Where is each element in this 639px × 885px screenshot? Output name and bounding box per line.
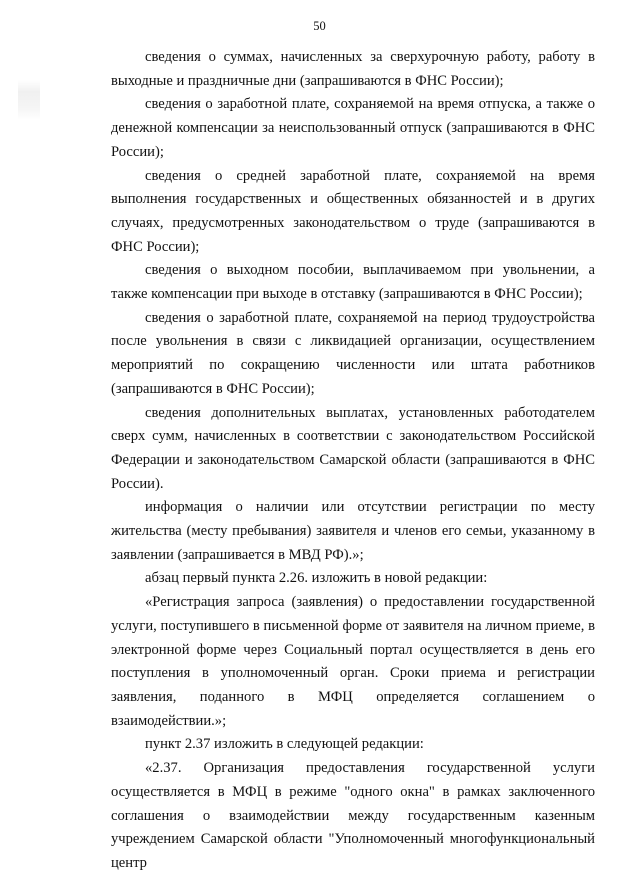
paragraph-registration-info: информация о наличии или отсутствии регистрации по месту жительства (месту пребывания) заявителя и членов его семьи, указанному в заявлении (запрашивается в МВД РФ).»; xyxy=(111,499,595,563)
paragraph-severance-pay: сведения о выходном пособии, выплачиваемом при увольнении, а также компенсации при выходе в отставку (запрашиваются в ФНС России); xyxy=(111,262,595,303)
paragraph-overtime-pay: сведения о суммах, начисленных за сверхурочную работу, работу в выходные и праздничные дни (запрашиваются в ФНС России); xyxy=(111,49,595,89)
paragraph-request-registration: «Регистрация запроса (заявления) о предоставлении государственной услуги, поступившего в письменной форме от заявителя на личном приеме, в электронной форме через Социальный портал осуществляется в день его поступления в уполномоченный орган. Сроки приема и регистрации заявления, поданного в МФЦ определяется соглашением о взаимодействии.»; xyxy=(111,594,595,729)
paragraph-average-salary: сведения о средней заработной плате, сохраняемой на время выполнения государственных и общественных обязанностей и в других случаях, предусмотренных законодательством о труде (запрашиваются в ФНС России); xyxy=(111,167,595,255)
paragraph-vacation-pay: сведения о заработной плате, сохраняемой на время отпуска, а также о денежной компенсации за неиспользованный отпуск (запрашиваются в ФНС России); xyxy=(111,96,595,160)
paragraph-employment-period-pay: сведения о заработной плате, сохраняемой на период трудоустройства после увольнения в связи с ликвидацией организации, осуществлением мероприятий по сокращению численности или штата работников (запрашиваются в ФНС России); xyxy=(111,309,595,397)
paragraph-additional-payments: сведения дополнительных выплатах, установленных работодателем сверх сумм, начисленных в соответствии с законодательством Российской Федерации и законодательством Самарской области (запрашиваются в ФНС России). xyxy=(111,404,595,492)
page-number: 50 xyxy=(313,19,326,33)
paragraph-amendment-2-37: пункт 2.37 изложить в следующей редакции: xyxy=(145,736,424,753)
document-body xyxy=(111,46,595,876)
paragraph-clause-2-37: «2.37. Организация предоставления государственной услуги осуществляется в МФЦ в режиме "одного окна" в рамках заключенного соглашения о взаимодействии между государственным казенным учреждением Самарской области "Уполномоченный многофункциональный центр xyxy=(111,760,595,871)
scan-artifact xyxy=(18,80,40,120)
paragraph-amendment-2-26: абзац первый пункта 2.26. изложить в новой редакции: xyxy=(145,570,488,587)
